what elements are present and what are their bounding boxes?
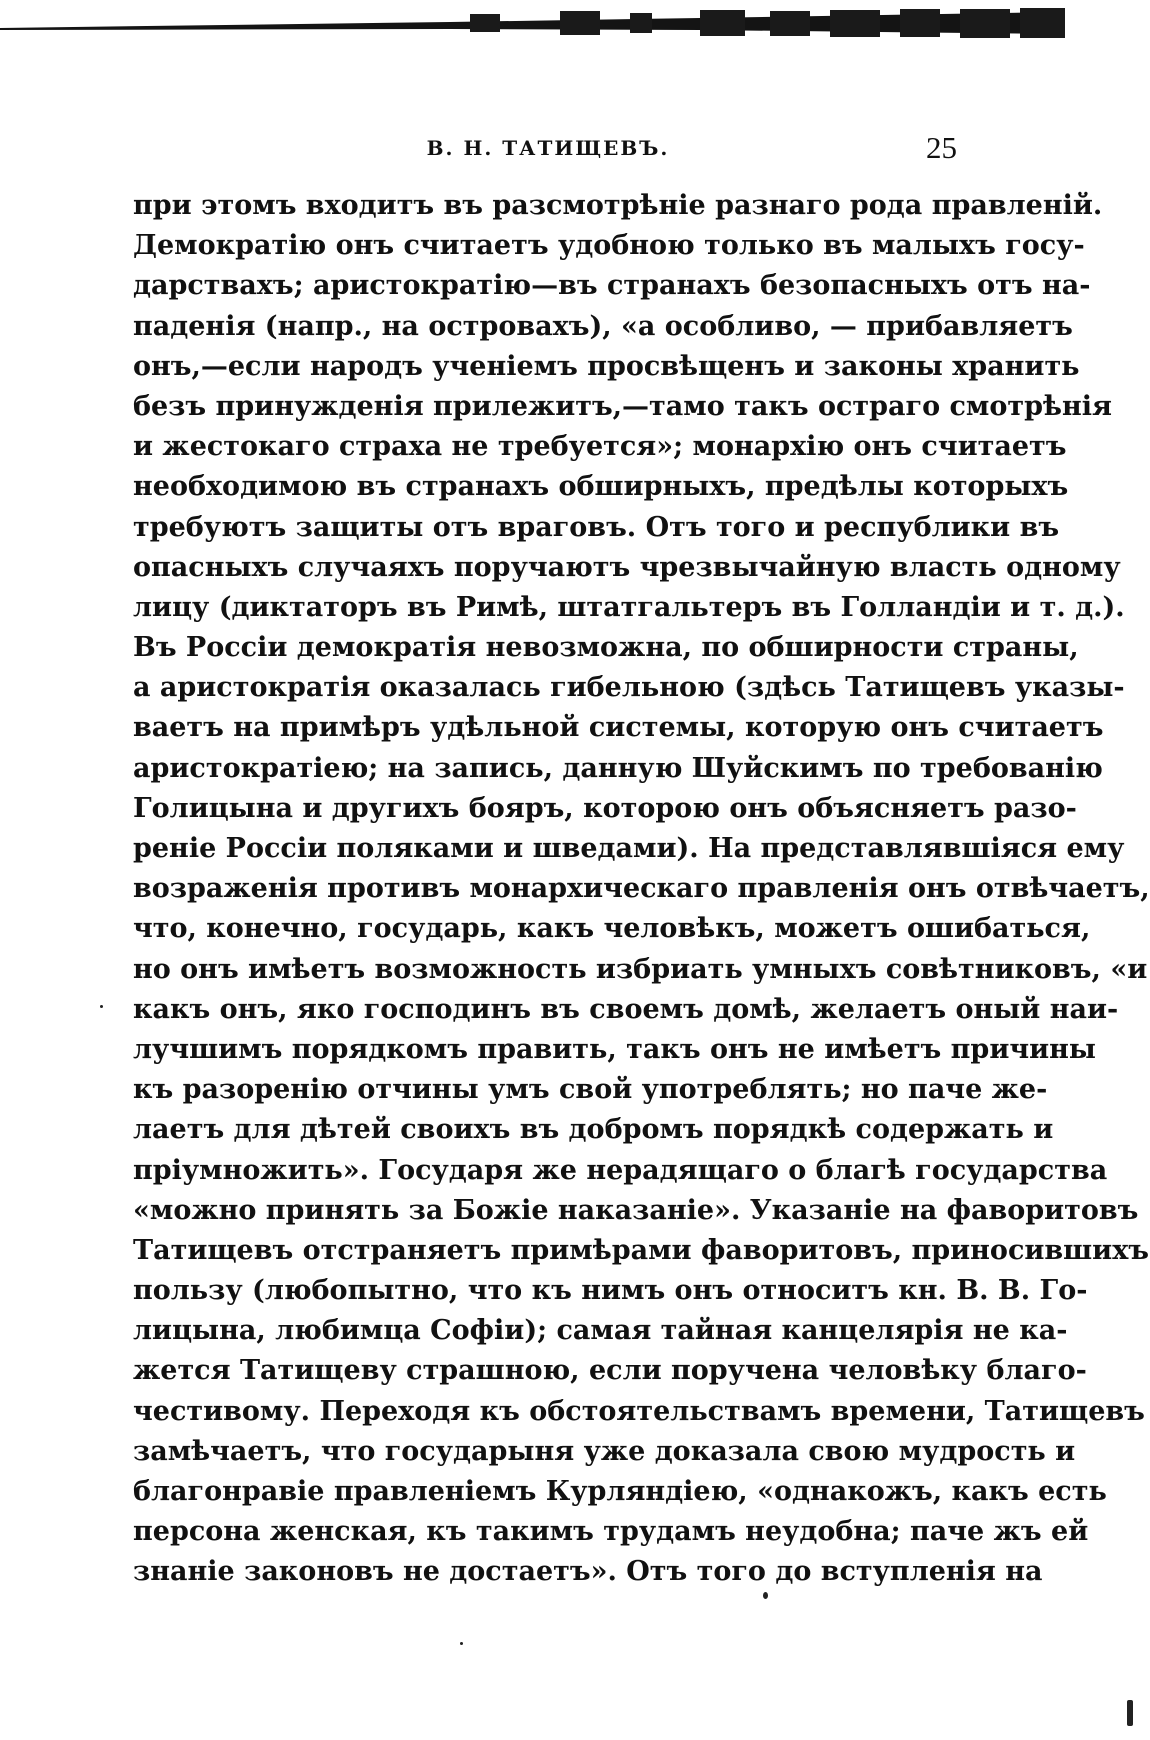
text-line: лаетъ для дѣтей своихъ въ добромъ порядкѣ содержать и bbox=[133, 1114, 1054, 1146]
text-line: честивому. Переходя къ обстоятельствамъ времени, Татищевъ bbox=[133, 1395, 1145, 1427]
text-line: Голицына и другихъ бояръ, которою онъ объясняетъ разо- bbox=[133, 792, 1077, 824]
scan-speck bbox=[763, 1592, 768, 1599]
text-line: опасныхъ случаяхъ поручаютъ чрезвычайную власть одному bbox=[133, 551, 1121, 583]
text-line: что, конечно, государь, какъ человѣкъ, можетъ ошибаться, bbox=[133, 913, 1091, 945]
text-line: благонравіе правленіемъ Курляндіею, «однакожъ, какъ есть bbox=[133, 1476, 1107, 1507]
text-line: дарствахъ; аристократію—въ странахъ безопасныхъ отъ на- bbox=[133, 270, 1091, 302]
text-line: замѣчаетъ, что государыня уже доказала свою мудрость и bbox=[133, 1435, 1076, 1467]
text-line: Въ Россіи демократія невозможна, по обширности страны, bbox=[133, 632, 1079, 664]
running-title: В. Н. ТАТИЩЕВЪ. bbox=[426, 136, 670, 160]
text-line: какъ онъ, яко господинъ въ своемъ домѣ, желаетъ оный наи- bbox=[133, 993, 1119, 1025]
text-line: требуютъ защиты отъ враговъ. Отъ того и республики въ bbox=[133, 511, 1060, 543]
text-line: аристократіею; на запись, данную Шуйскимъ по требованію bbox=[133, 752, 1103, 784]
text-line: Татищевъ отстраняетъ примѣрами фаворитовъ, приносившихъ bbox=[133, 1234, 1150, 1266]
text-line: жется Татищеву страшною, если поручена человѣку благо- bbox=[133, 1355, 1087, 1387]
text-line: къ разоренію отчины умъ свой употреблять; но паче же- bbox=[133, 1074, 1048, 1106]
text-line: и жестокаго страха не требуется»; монархію онъ считаетъ bbox=[133, 431, 1067, 463]
text-line: ваетъ на примѣръ удѣльной системы, которую онъ считаетъ bbox=[133, 712, 1104, 744]
text-line: паденія (напр., на островахъ), «а особливо, — прибавляетъ bbox=[133, 310, 1073, 342]
page-number: 25 bbox=[926, 130, 957, 165]
body-text bbox=[133, 186, 1150, 1593]
running-header bbox=[133, 130, 963, 170]
text-line: Демократію онъ считаетъ удобною только въ малыхъ госу- bbox=[133, 230, 1085, 262]
text-line: лучшимъ порядкомъ править, такъ онъ не имѣетъ причины bbox=[133, 1033, 1096, 1065]
text-line: но онъ имѣетъ возможность избриать умныхъ совѣтниковъ, «и bbox=[133, 953, 1148, 985]
text-line: пріумножить». Государя же нерадящаго о благѣ государства bbox=[133, 1154, 1108, 1186]
text-line: «можно принять за Божіе наказаніе». Указаніе на фаворитовъ bbox=[133, 1194, 1139, 1226]
text-line: онъ,—если народъ ученіемъ просвѣщенъ и законы хранить bbox=[133, 350, 1080, 382]
text-line: безъ принужденія прилежитъ,—тамо такъ остраго смотрѣнія bbox=[133, 390, 1112, 422]
text-line: реніе Россіи поляками и шведами). На представлявшіяся ему bbox=[133, 833, 1125, 864]
text-line: знаніе законовъ не достаетъ». Отъ того до вступленія на bbox=[133, 1556, 1043, 1588]
text-line: лицына, любимца Софіи); самая тайная канцелярія не ка- bbox=[133, 1315, 1068, 1347]
text-line: персона женская, къ такимъ трудамъ неудобна; паче жъ ей bbox=[133, 1516, 1089, 1548]
top-scan-border bbox=[0, 8, 1065, 38]
text-line: а аристократія оказалась гибельною (здѣсь Татищевъ указы- bbox=[133, 672, 1125, 704]
scan-speck bbox=[1127, 1700, 1133, 1726]
text-line: лицу (диктаторъ въ Римѣ, штатгальтеръ въ Голландіи и т. д.). bbox=[133, 591, 1125, 623]
text-line: необходимою въ странахъ обширныхъ, предѣлы которыхъ bbox=[133, 471, 1069, 503]
text-line: возраженія противъ монархическаго правленія онъ отвѣчаетъ, bbox=[133, 873, 1150, 905]
scan-speck bbox=[100, 1005, 103, 1008]
text-line: при этомъ входитъ въ разсмотрѣніе разнаго рода правленій. bbox=[133, 190, 1103, 221]
text-line: пользу (любопытно, что къ нимъ онъ относитъ кн. В. В. Го- bbox=[133, 1275, 1088, 1307]
scan-speck bbox=[460, 1642, 463, 1645]
